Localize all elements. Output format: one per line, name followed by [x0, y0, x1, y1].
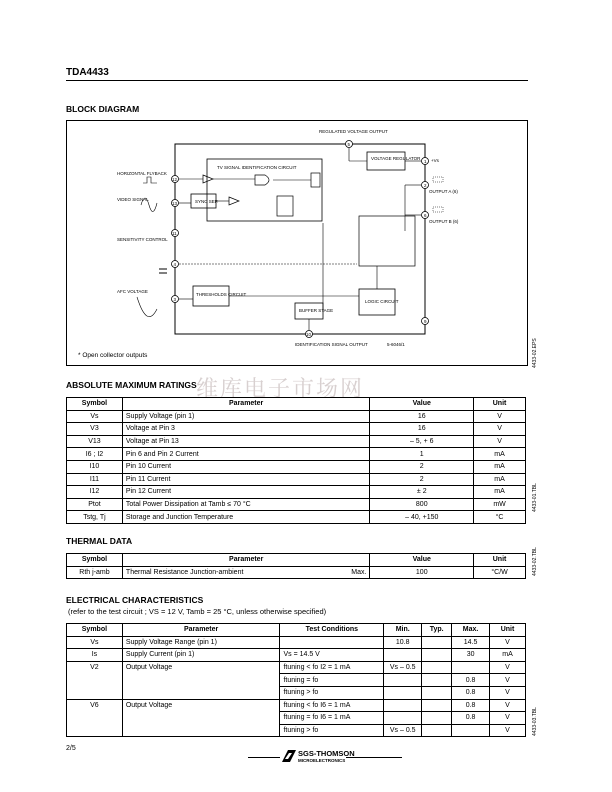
symbol-cell: I10: [67, 460, 123, 473]
table-row: [67, 686, 526, 699]
brand-sub: MICROELECTRONICS: [298, 758, 346, 763]
parameter-text: Thermal Resistance Junction-ambient: [125, 568, 244, 576]
table-row: [67, 566, 526, 579]
value-cell: ± 2: [370, 486, 474, 499]
parameter-cell: Output Voltage: [122, 699, 280, 712]
header-rule: [66, 80, 528, 81]
col-header: Unit: [474, 554, 526, 567]
video-signal-label: VIDEO SIGNAL: [117, 197, 149, 202]
abs-max-table: [66, 397, 526, 524]
col-header: Typ.: [422, 624, 452, 637]
unit-cell: mW: [474, 498, 526, 511]
typ-cell: [422, 674, 452, 687]
parameter-cell: Supply Voltage Range (pin 1): [122, 636, 280, 649]
parameter-cell: Voltage at Pin 13: [122, 435, 370, 448]
unit-cell: V: [474, 435, 526, 448]
symbol-cell: V2: [67, 661, 123, 674]
footer-rule-left: [248, 757, 280, 758]
pin-6-num: 6: [424, 213, 427, 218]
output-b-label: OUTPUT B (6): [429, 219, 459, 224]
cond-cell: ftuning > fo: [280, 724, 384, 737]
output-switches-box: [359, 216, 415, 266]
block-diagram-svg: [67, 121, 527, 365]
ic-outline: [175, 144, 425, 334]
unit-cell: V: [474, 410, 526, 423]
afc-voltage-label: AFC VOLTAGE: [117, 289, 148, 294]
parameter-cell: [122, 674, 280, 687]
thresholds-label: THRESHOLDS CIRCUIT: [196, 292, 247, 297]
table-row: [67, 636, 526, 649]
parameter-cell: Output Voltage: [122, 661, 280, 674]
typ-cell: [422, 649, 452, 662]
typ-cell: [422, 724, 452, 737]
thermal-title: THERMAL DATA: [66, 536, 133, 546]
cond-cell: ftuning = fo I6 = 1 mA: [280, 712, 384, 725]
typ-cell: [422, 699, 452, 712]
col-header: Min.: [384, 624, 422, 637]
unit-cell: V: [474, 423, 526, 436]
table-row: [67, 712, 526, 725]
min-cell: Vs – 0.5: [384, 661, 422, 674]
unit-cell: V: [490, 636, 526, 649]
parameter-cell: [122, 724, 280, 737]
parameter-cell: Pin 6 and Pin 2 Current: [122, 448, 370, 461]
logic-label: LOGIC CIRCUIT: [365, 299, 399, 304]
regulated-output-label: REGULATED VOLTAGE OUTPUT: [319, 129, 388, 134]
table-row: [67, 649, 526, 662]
symbol-cell: V3: [67, 423, 123, 436]
tv-ident-label: TV SIGNAL IDENTIFICATION CIRCUIT: [217, 165, 297, 170]
pin-9-num: 9: [424, 319, 427, 324]
cond-cell: ftuning < fo I6 = 1 mA: [280, 699, 384, 712]
col-header: Symbol: [67, 398, 123, 411]
value-cell: 2: [370, 460, 474, 473]
pin-2-num: 2: [424, 183, 427, 188]
pin-13-num: 13: [172, 201, 178, 206]
st-logo-icon: [282, 750, 296, 762]
voltage-regulator-box: [367, 152, 405, 170]
symbol-cell: [67, 686, 123, 699]
block-diagram: [66, 120, 528, 366]
col-header: Unit: [490, 624, 526, 637]
typ-cell: [422, 661, 452, 674]
parameter-cell: Voltage at Pin 3: [122, 423, 370, 436]
unit-cell: V: [490, 686, 526, 699]
pin-5-num: 5: [347, 142, 351, 147]
min-cell: [384, 712, 422, 725]
symbol-cell: Vs: [67, 410, 123, 423]
min-cell: [384, 674, 422, 687]
identification-output-label: IDENTIFICATION SIGNAL OUTPUT: [295, 342, 368, 347]
vs-label: +Vs: [431, 158, 439, 163]
typ-cell: [422, 636, 452, 649]
table-row: [67, 410, 526, 423]
symbol-cell: Ptot: [67, 498, 123, 511]
table-row: [67, 674, 526, 687]
pin-4-num: 4: [173, 262, 177, 267]
table-row: [67, 448, 526, 461]
electrical-header-row: [67, 624, 526, 637]
symbol-cell: I6 ; I2: [67, 448, 123, 461]
min-cell: [384, 699, 422, 712]
symbol-cell: [67, 712, 123, 725]
symbol-cell: Vs: [67, 636, 123, 649]
max-cell: 14.5: [452, 636, 490, 649]
thermal-header-row: [67, 554, 526, 567]
abs-side-code: 4433-01.TBL: [532, 483, 538, 512]
open-collector-note: * Open collector outputs: [78, 352, 148, 359]
parameter-cell: [122, 566, 370, 579]
typ-cell: [422, 712, 452, 725]
diagram-side-code: 4433-02.EPS: [532, 338, 538, 368]
parameter-cell: Supply Current (pin 1): [122, 649, 280, 662]
max-cell: [452, 661, 490, 674]
table-row: [67, 498, 526, 511]
table-row: [67, 699, 526, 712]
value-cell: 800: [370, 498, 474, 511]
min-cell: [384, 686, 422, 699]
horizontal-flyback-label: HORIZONTAL FLYBACK: [117, 171, 167, 176]
thermal-side-code: 4433-02.TBL: [532, 547, 538, 576]
drawing-ref: 5-6046/1: [387, 342, 405, 347]
col-header: Parameter: [122, 398, 370, 411]
parameter-cell: Total Power Dissipation at Tamb ≤ 70 °C: [122, 498, 370, 511]
min-cell: 10.8: [384, 636, 422, 649]
unit-cell: mA: [474, 473, 526, 486]
brand-name: SGS-THOMSON: [298, 749, 355, 758]
unit-cell: °C: [474, 511, 526, 524]
col-header: Value: [370, 398, 474, 411]
parameter-cell: Supply Voltage (pin 1): [122, 410, 370, 423]
symbol-cell: [67, 674, 123, 687]
table-row: [67, 724, 526, 737]
value-cell: 16: [370, 423, 474, 436]
value-cell: 16: [370, 410, 474, 423]
table-row: [67, 661, 526, 674]
pin-12-num: 12: [172, 177, 178, 182]
table-row: [67, 423, 526, 436]
pin-1-num: 1: [424, 159, 427, 164]
symbol-cell: Rth j-amb: [67, 566, 123, 579]
buffer-stage-label: BUFFER STAGE: [299, 308, 334, 313]
symbol-cell: V13: [67, 435, 123, 448]
parameter-cell: Pin 12 Current: [122, 486, 370, 499]
cond-cell: [280, 636, 384, 649]
col-header: Symbol: [67, 554, 123, 567]
symbol-cell: V6: [67, 699, 123, 712]
col-header: Unit: [474, 398, 526, 411]
cond-cell: ftuning > fo: [280, 686, 384, 699]
unit-cell: mA: [474, 448, 526, 461]
table-row: [67, 460, 526, 473]
output-a-label: OUTPUT A (6): [429, 189, 458, 194]
max-cell: 0.8: [452, 674, 490, 687]
parameter-cell: [122, 686, 280, 699]
col-header: Max.: [452, 624, 490, 637]
value-cell: 1: [370, 448, 474, 461]
table-row: [67, 435, 526, 448]
pin-3-num: 3: [173, 297, 177, 302]
unit-cell: mA: [474, 486, 526, 499]
cond-cell: Vs = 14.5 V: [280, 649, 384, 662]
sensitivity-control-label: SENSITIVITY CONTROL: [117, 237, 168, 242]
unit-cell: V: [490, 661, 526, 674]
col-header: Parameter: [122, 554, 370, 567]
symbol-cell: [67, 724, 123, 737]
max-cell: [452, 724, 490, 737]
parameter-cell: Pin 11 Current: [122, 473, 370, 486]
sync-sep-label: SYNC SEP.: [195, 199, 219, 204]
unit-cell: V: [490, 724, 526, 737]
electrical-title: ELECTRICAL CHARACTERISTICS: [66, 595, 204, 605]
part-number-header: TDA4433: [66, 67, 109, 78]
unit-cell: °C/W: [474, 566, 526, 579]
min-cell: Vs – 0.5: [384, 724, 422, 737]
page-number: 2/5: [66, 745, 76, 752]
voltage-regulator-label: VOLTAGE REGULATOR: [371, 156, 421, 161]
value-cell: – 5, + 6: [370, 435, 474, 448]
symbol-cell: Is: [67, 649, 123, 662]
max-cell: 0.8: [452, 712, 490, 725]
col-header: Value: [370, 554, 474, 567]
symbol-cell: Tstg, Tj: [67, 511, 123, 524]
thermal-table: [66, 553, 526, 579]
parameter-cell: [122, 712, 280, 725]
col-header: Parameter: [122, 624, 280, 637]
max-cell: 0.8: [452, 686, 490, 699]
cond-cell: ftuning = fo: [280, 674, 384, 687]
value-cell: 2: [370, 473, 474, 486]
electrical-subtitle: (refer to the test circuit ; VS = 12 V, Tamb = 25 °C, unless otherwise specified): [68, 607, 327, 616]
watermark: 维库电子市场网: [196, 376, 365, 401]
value-cell: – 40, +150: [370, 511, 474, 524]
pin-10-num: 10: [306, 332, 312, 337]
symbol-cell: I11: [67, 473, 123, 486]
typ-cell: [422, 686, 452, 699]
abs-max-body: [67, 410, 526, 523]
qualifier-text: Max.: [351, 568, 367, 576]
symbol-cell: I12: [67, 486, 123, 499]
col-header: Test Conditions: [280, 624, 384, 637]
unit-cell: V: [490, 712, 526, 725]
table-row: [67, 486, 526, 499]
abs-max-title: ABSOLUTE MAXIMUM RATINGS: [66, 380, 197, 390]
unit-cell: V: [490, 674, 526, 687]
col-header: Symbol: [67, 624, 123, 637]
pin-11-num: 11: [172, 231, 177, 236]
electrical-side-code: 4433-03.TBL: [532, 707, 538, 736]
table-row: [67, 473, 526, 486]
electrical-table: [66, 623, 526, 737]
cond-cell: ftuning < fo I2 = 1 mA: [280, 661, 384, 674]
parameter-cell: Storage and Junction Temperature: [122, 511, 370, 524]
value-cell: 100: [370, 566, 474, 579]
max-cell: 0.8: [452, 699, 490, 712]
unit-cell: mA: [474, 460, 526, 473]
electrical-body: [67, 636, 526, 737]
table-row: [67, 511, 526, 524]
min-cell: [384, 649, 422, 662]
max-cell: 30: [452, 649, 490, 662]
unit-cell: V: [490, 699, 526, 712]
block-diagram-title: BLOCK DIAGRAM: [66, 104, 140, 114]
unit-cell: mA: [490, 649, 526, 662]
parameter-cell: Pin 10 Current: [122, 460, 370, 473]
abs-max-header-row: [67, 398, 526, 411]
